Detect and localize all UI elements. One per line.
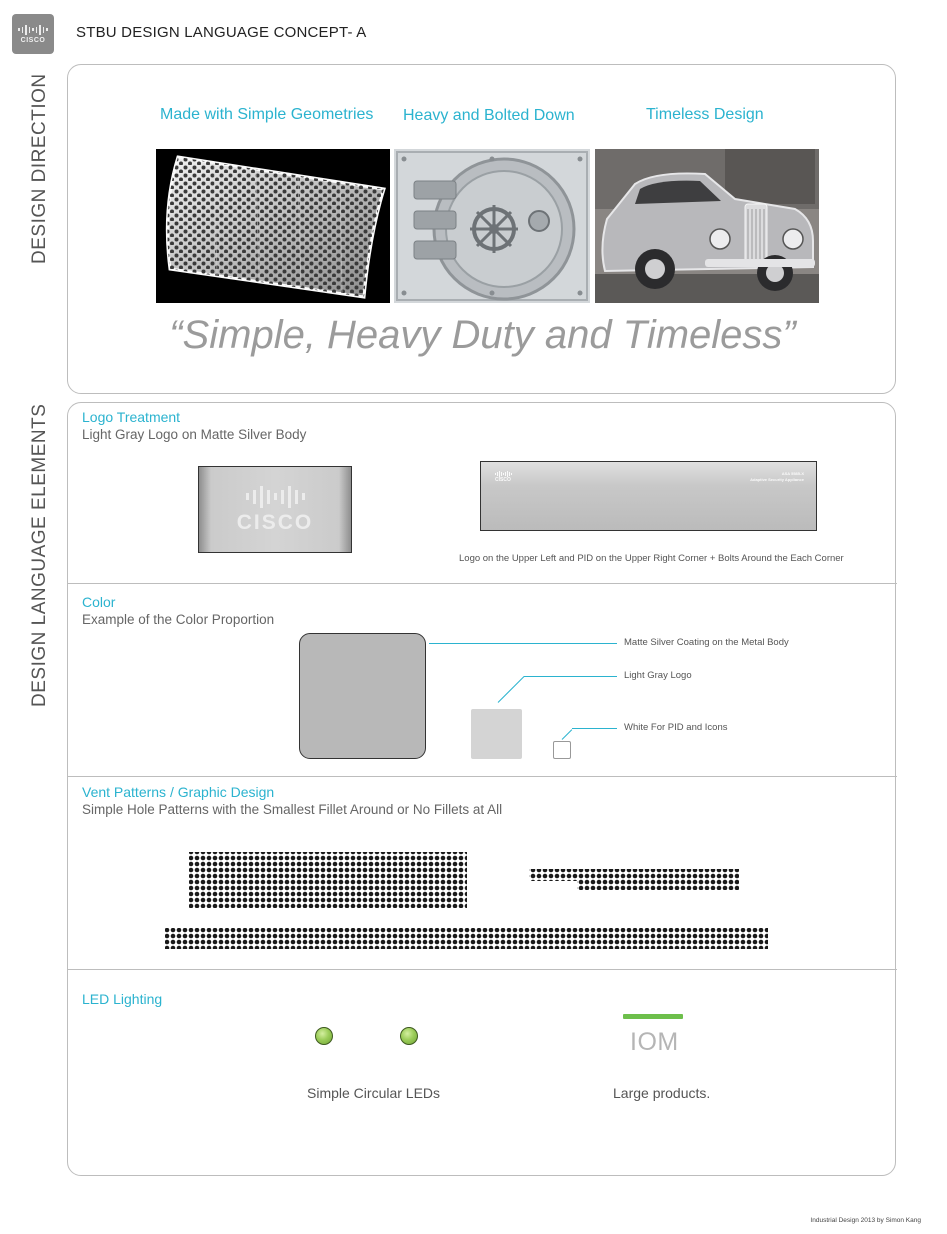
perforated-panel-image	[156, 149, 390, 303]
page-title: STBU DESIGN LANGUAGE CONCEPT- A	[76, 24, 367, 41]
design-direction-panel	[67, 64, 896, 394]
classic-car-image	[595, 149, 819, 303]
color-swatch-white	[553, 741, 571, 759]
heading-timeless-design: Timeless Design	[646, 106, 764, 123]
logo-treatment-title: Logo Treatment	[82, 409, 181, 425]
logo-treatment-subtitle: Light Gray Logo on Matte Silver Body	[82, 427, 307, 442]
chassis-logo-text: CISCO	[495, 477, 511, 483]
leader-line-white	[572, 728, 617, 729]
vent-pattern-block	[189, 852, 467, 908]
design-language-elements-panel	[67, 402, 896, 1176]
vent-title: Vent Patterns / Graphic Design	[82, 784, 275, 800]
vent-patterns-graphic	[68, 843, 897, 953]
chassis-logo	[495, 471, 512, 483]
leader-line-logo-diag	[498, 676, 525, 703]
caption-circular-leds: Simple Circular LEDs	[307, 1085, 441, 1101]
chassis-pid	[750, 471, 804, 483]
side-label-design-direction: DESIGN DIRECTION	[29, 73, 50, 264]
vent-pattern-stepped	[529, 869, 739, 890]
vault-door-image	[394, 149, 590, 303]
design-quote: “Simple, Heavy Duty and Timeless”	[169, 313, 796, 357]
chassis-pid-desc: Adaptive Security Appliance	[750, 477, 804, 482]
label-light-gray-logo: Light Gray Logo	[624, 670, 692, 681]
cisco-logo-bars-icon	[246, 485, 305, 509]
label-matte-silver: Matte Silver Coating on the Metal Body	[624, 637, 789, 648]
heading-heavy-bolted: Heavy and Bolted Down	[403, 107, 575, 124]
leader-line-body	[429, 643, 617, 644]
chassis-pid-model: ASA 5585-X	[781, 471, 804, 476]
label-white-pid: White For PID and Icons	[624, 722, 728, 733]
section-divider	[68, 583, 897, 584]
cisco-logo-bars-icon	[18, 25, 48, 35]
led-indicator-1	[315, 1027, 333, 1045]
chassis-front-sample	[480, 461, 817, 531]
iom-label: IOM	[630, 1028, 679, 1056]
vent-subtitle: Simple Hole Patterns with the Smallest Fillet Around or No Fillets at All	[82, 802, 503, 817]
leader-line-logo	[524, 676, 617, 677]
cisco-logo-text: CISCO	[20, 36, 46, 44]
vent-pattern-strip	[165, 928, 768, 949]
leader-line-white-diag	[562, 729, 573, 740]
color-swatch-body	[299, 633, 426, 759]
logo-plate-text: CISCO	[236, 510, 314, 534]
caption-large-products: Large products.	[613, 1085, 711, 1101]
heading-simple-geometries: Made with Simple Geometries	[160, 106, 374, 123]
footer-credit: Industrial Design 2013 by Simon Kang	[810, 1217, 921, 1224]
side-label-design-language-elements: DESIGN LANGUAGE ELEMENTS	[29, 403, 50, 707]
led-light-bar	[623, 1014, 683, 1019]
cisco-logo-badge	[12, 14, 54, 54]
section-divider	[68, 969, 897, 970]
led-indicator-2	[400, 1027, 418, 1045]
led-title: LED Lighting	[82, 991, 163, 1007]
color-title: Color	[82, 594, 116, 610]
color-subtitle: Example of the Color Proportion	[82, 612, 275, 627]
section-divider	[68, 776, 897, 777]
logo-plate-sample	[198, 466, 352, 553]
logo-placement-caption: Logo on the Upper Left and PID on the Upper Right Corner + Bolts Around the Each Corner	[459, 553, 844, 564]
color-swatch-logo	[471, 709, 522, 759]
